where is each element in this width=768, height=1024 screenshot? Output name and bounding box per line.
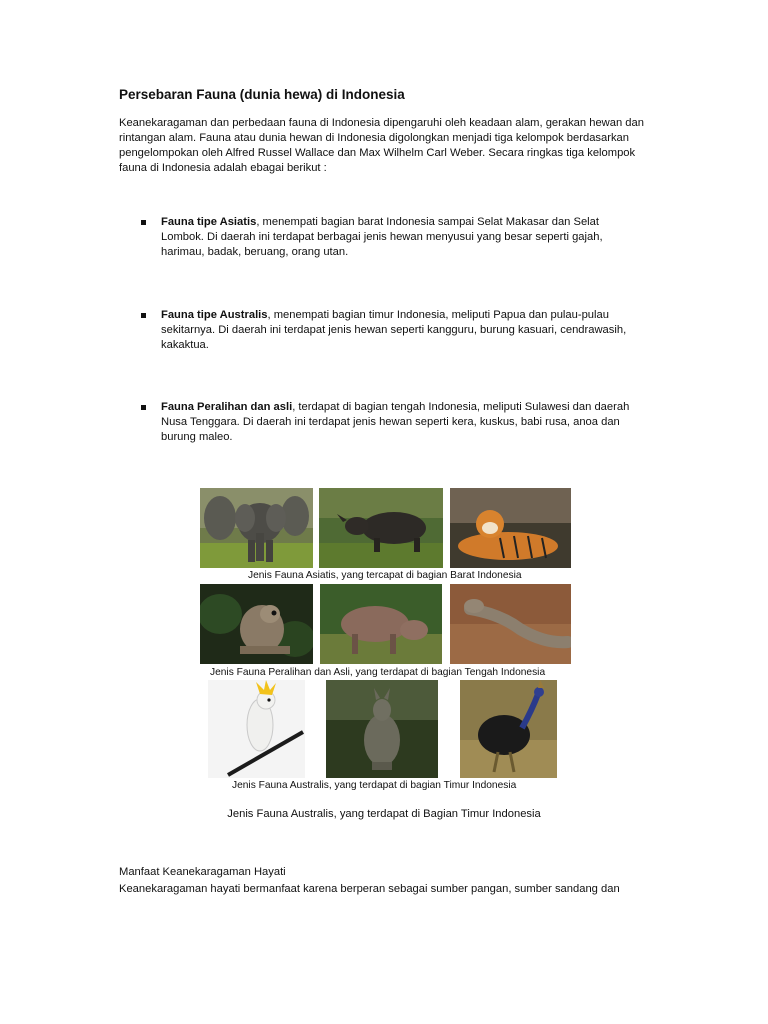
figure-caption-peralihan: Jenis Fauna Peralihan dan Asli, yang terdapat di bagian Tengah Indonesia (210, 667, 546, 678)
bullet-text (161, 308, 641, 353)
bullet-term: Fauna Peralihan dan asli (161, 401, 293, 413)
section-paragraph: Keanekaragaman hayati bermanfaat karena berperan sebagai sumber pangan, sumber sandang dan (119, 883, 620, 895)
bullet-description: , terdapat di bagian tengah Indonesia, meliputi Sulawesi dan daerah Nusa Tenggara. Di daerah ini terdapat jenis hewan seperti kera, kuskus, babi rusa, anoa dan burung maleo. (161, 401, 630, 443)
bullet-term: Fauna tipe Australis (161, 309, 268, 321)
bullet-marker (141, 405, 146, 410)
bullet-text (161, 400, 641, 445)
page-title: Persebaran Fauna (dunia hewa) di Indonesia (119, 87, 405, 102)
kangaroo-photo (326, 680, 438, 778)
cockatoo-photo (208, 680, 305, 778)
bullet-marker (141, 313, 146, 318)
bullet-term: Fauna tipe Asiatis (161, 216, 257, 228)
figure-caption: Jenis Fauna Australis, yang terdapat di Bagian Timur Indonesia (227, 808, 541, 820)
intro-paragraph: Keanekaragaman dan perbedaan fauna di Indonesia dipengaruhi oleh keadaan alam, gerakan hewan dan rintangan alam. Fauna atau dunia hewan di Indonesia digolongkan menjadi tiga kelompok berdasarkan pengelompokan oleh Alfred Russel Wallace dan Max Wilhelm Carl Weber. Secara ringkas tiga kelompok fauna di Indonesia adalah ebagai berikut : (119, 117, 644, 174)
bullet-description: , menempati bagian timur Indonesia, meliputi Papua dan pulau-pulau sekitarnya. Di daerah ini terdapat jenis hewan seperti kangguru, burung kasuari, cendrawasih, kakaktua. (161, 309, 627, 351)
bullet-description: , menempati bagian barat Indonesia sampai Selat Makasar dan Selat Lombok. Di daerah ini terdapat berbagai jenis hewan menyusui yang besar seperti gajah, harimau, badak, beruang, orang utan. (161, 216, 603, 258)
komodo-photo (450, 584, 571, 664)
cuscus-photo (200, 584, 313, 664)
bullet-marker (141, 220, 146, 225)
rhino-photo (319, 488, 443, 568)
figure-caption-asiatis: Jenis Fauna Asiatis, yang tercapat di bagian Barat Indonesia (248, 570, 522, 581)
cassowary-photo (460, 680, 557, 778)
section-title: Manfaat Keanekaragaman Hayati (119, 866, 286, 878)
bullet-text (161, 215, 641, 260)
elephant-photo (200, 488, 313, 568)
babirusa-photo (320, 584, 442, 664)
figure-caption-australis: Jenis Fauna Australis, yang terdapat di bagian Timur Indonesia (232, 780, 517, 791)
tiger-photo (450, 488, 571, 568)
